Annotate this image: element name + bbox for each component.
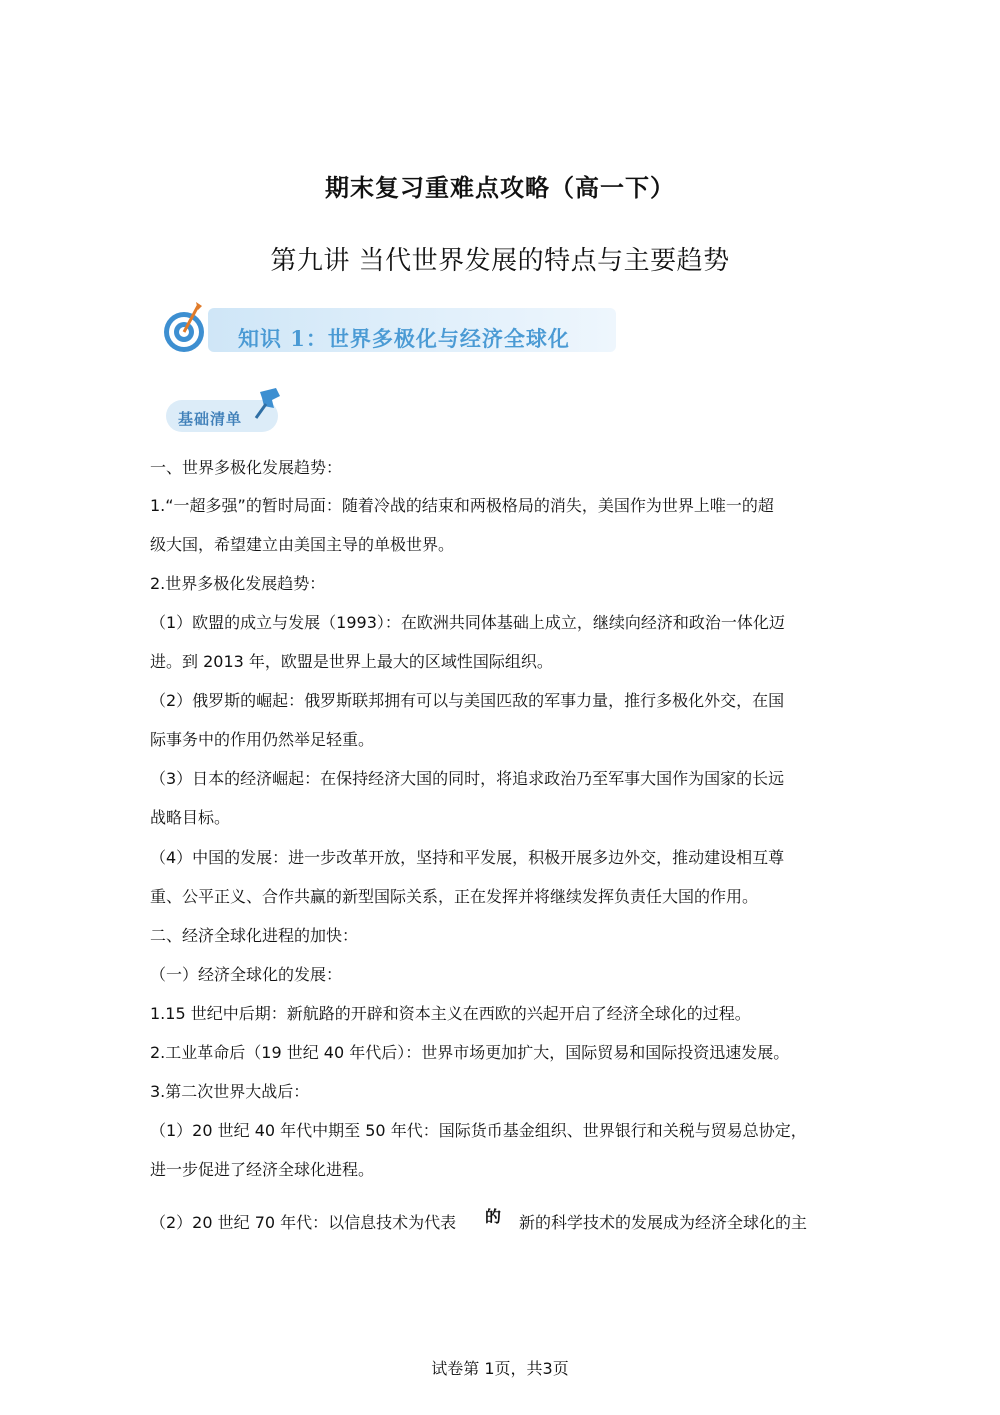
text-segment: （2）20 世纪 70 年代：以信息技术为代表 bbox=[150, 1213, 457, 1232]
text-segment-bold: 的 bbox=[485, 1207, 502, 1226]
document-title: 期末复习重难点攻略（高一下） bbox=[325, 174, 675, 202]
basic-list-label: 基础清单 bbox=[178, 410, 243, 428]
text-line: （3）日本的经济崛起：在保持经济大国的同时，将追求政治乃至军事大国作为国家的长远 bbox=[150, 769, 785, 788]
text-line: 2.工业革命后（19 世纪 40 年代后）：世界市场更加扩大，国际贸易和国际投资迅速发展。 bbox=[150, 1043, 790, 1062]
text-line: 进一步促进了经济全球化进程。 bbox=[150, 1160, 375, 1179]
text-segment: 新的科学技术的发展成为经济全球化的主 bbox=[519, 1213, 808, 1232]
text-line: （1）20 世纪 40 年代中期至 50 年代：国际货币基金组织、世界银行和关税与贸易总协定， bbox=[150, 1121, 807, 1140]
text-line: 际事务中的作用仍然举足轻重。 bbox=[150, 730, 375, 749]
text-line: 级大国，希望建立由美国主导的单极世界。 bbox=[150, 535, 455, 554]
text-line: （4）中国的发展：进一步改革开放，坚持和平发展，积极开展多边外交，推动建设相互尊 bbox=[150, 848, 785, 867]
text-line: 3.第二次世界大战后： bbox=[150, 1082, 310, 1101]
text-line: 1.15 世纪中后期：新航路的开辟和资本主义在西欧的兴起开启了经济全球化的过程。 bbox=[150, 1004, 751, 1023]
text-line: 1.“一超多强”的暂时局面：随着冷战的结束和两极格局的消失，美国作为世界上唯一的超 bbox=[150, 496, 774, 515]
target-icon bbox=[162, 300, 210, 358]
text-line: 2.世界多极化发展趋势： bbox=[150, 574, 326, 593]
lesson-title: 第九讲 当代世界发展的特点与主要趋势 bbox=[270, 246, 730, 276]
knowledge-label: 知识 1：世界多极化与经济全球化 bbox=[238, 326, 570, 351]
text-line: （一）经济全球化的发展： bbox=[150, 965, 343, 984]
text-line: 进。到 2013 年，欧盟是世界上最大的区域性国际组织。 bbox=[150, 652, 553, 671]
text-line: 一、世界多极化发展趋势： bbox=[150, 458, 343, 477]
text-line: （2）俄罗斯的崛起：俄罗斯联邦拥有可以与美国匹敌的军事力量，推行多极化外交，在国 bbox=[150, 691, 785, 710]
text-line: 二、经济全球化进程的加快： bbox=[150, 926, 359, 945]
text-line: （1）欧盟的成立与发展（1993）：在欧洲共同体基础上成立，继续向经济和政治一体化迈 bbox=[150, 613, 785, 632]
text-line bbox=[150, 1207, 860, 1233]
page-footer: 试卷第 1页，共3页 bbox=[431, 1359, 569, 1378]
text-line: 战略目标。 bbox=[150, 808, 231, 827]
text-line: 重、公平正义、合作共赢的新型国际关系，正在发挥并将继续发挥负责任大国的作用。 bbox=[150, 887, 759, 906]
pushpin-icon bbox=[250, 386, 286, 422]
